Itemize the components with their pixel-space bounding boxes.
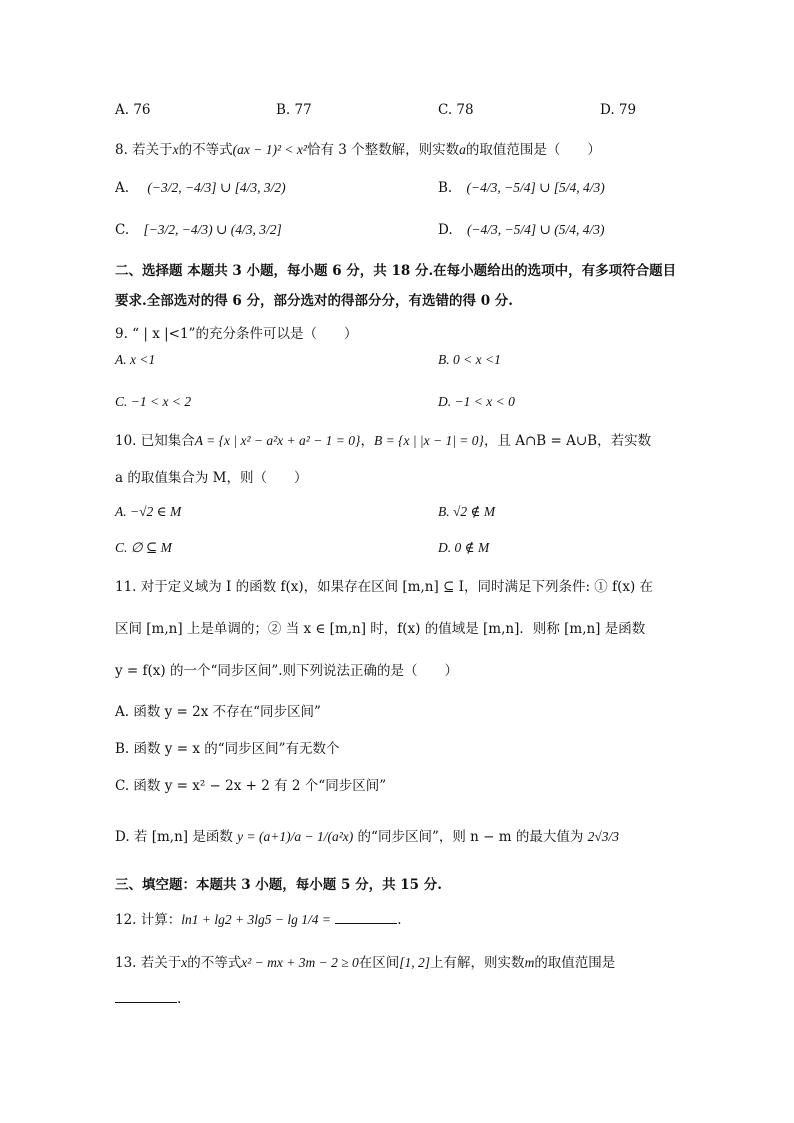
q9-option-b: B. 0 < x <1 [438, 352, 501, 367]
q13-interval: [1, 2] [399, 955, 431, 970]
q8-option-a-expr: (−3/2, −4/3] ∪ [4/3, 3/2) [147, 180, 286, 195]
q11-option-d-pre: D. 若 [m,n] 是函数 [115, 829, 233, 845]
q8-stem-post: 的取值范围是（ ） [465, 142, 601, 158]
q12-expr: ln1 + lg2 + 3lg5 − lg 1/4 = [181, 912, 331, 927]
q9-stem: 9. “ | x |<1”的充分条件可以是（ ） [115, 326, 358, 342]
q11-option-d [115, 825, 619, 845]
q13-line1 [115, 951, 615, 971]
q8-option-d-label: D. [438, 222, 453, 238]
q8-stem-pre: 8. 若关于 [115, 142, 173, 158]
q10-option-c: C. ∅ ⊆ M [115, 540, 172, 555]
q13-end: . [177, 991, 182, 1007]
q10-sep: ， [360, 433, 374, 449]
q7-option-c: C. 78 [438, 102, 474, 118]
q7-option-a: A. 76 [115, 102, 151, 118]
q13-inequality: x² − mx + 3m − 2 ≥ 0 [241, 955, 359, 970]
q13-answer-blank[interactable] [115, 988, 177, 1003]
q13-mid3: 上有解，则实数 [430, 955, 525, 971]
q9-option-c: C. −1 < x < 2 [115, 394, 192, 409]
q7-option-b: B. 77 [276, 102, 312, 118]
q10-line2: a 的取值集合为 M，则（ ） [115, 470, 308, 486]
q8-option-c-label: C. [115, 222, 130, 238]
q11-option-d-func: y = (a+1)/a − 1/(a²x) [237, 829, 354, 844]
q8-var-a: a [459, 142, 466, 157]
q10-option-b: B. √2 ∉ M [438, 504, 496, 519]
q13-post: 的取值范围是 [534, 955, 616, 971]
q8-var-x: x [172, 142, 179, 157]
q13-pre: 13. 若关于 [115, 955, 182, 971]
section2-line2: 要求.全部选对的得 6 分，部分选对的得部分分，有选错的得 0 分. [115, 293, 513, 309]
q11-line1: 11. 对于定义域为 I 的函数 f(x)，如果存在区间 [m,n] ⊆ I，同时满足下列条件: ① f(x) 在 [115, 579, 654, 595]
q8-option-a-label: A. [115, 180, 130, 196]
q8-option-b-expr: (−4/3, −5/4] ∪ [5/4, 4/3) [466, 180, 605, 195]
q7-option-d: D. 79 [600, 102, 637, 118]
q8-option-d [438, 222, 604, 238]
q8-option-a [115, 180, 286, 196]
q13-var-m: m [524, 955, 535, 970]
q8-option-c [115, 222, 282, 238]
q13-mid: 的不等式 [187, 955, 242, 971]
q11-option-d-val: 2√3/3 [587, 829, 620, 844]
q9-option-a: A. x <1 [115, 352, 156, 367]
q8-stem-mid: 的不等式 [178, 142, 233, 158]
q12-line [115, 908, 402, 928]
q9-option-d: D. −1 < x < 0 [438, 394, 515, 409]
section3-heading: 三、填空题：本题共 3 小题，每小题 5 分，共 15 分. [115, 877, 442, 893]
q13-var-x: x [181, 955, 188, 970]
q12-answer-blank[interactable] [335, 911, 397, 924]
q8-stem [115, 138, 601, 158]
q12-pre: 12. 计算： [115, 912, 182, 928]
q10-line1-pre: 10. 已知集合 [115, 433, 195, 449]
q8-option-c-expr: [−3/2, −4/3) ∪ (4/3, 3/2] [143, 222, 282, 237]
q10-option-a: A. −√2 ∈ M [115, 504, 182, 519]
q10-line1 [115, 429, 651, 449]
q11-option-c: C. 函数 y = x² − 2x + 2 有 2 个“同步区间” [115, 778, 387, 794]
q12-post: . [397, 912, 402, 928]
q11-option-b: B. 函数 y = x 的“同步区间”有无数个 [115, 741, 340, 757]
q8-stem-mid2: 恰有 3 个整数解，则实数 [306, 142, 460, 158]
q8-inequality: (ax − 1)² < x² [232, 142, 307, 157]
q13-mid2: 在区间 [358, 955, 400, 971]
q8-option-b-label: B. [438, 180, 453, 196]
q10-option-d: D. 0 ∉ M [438, 540, 490, 555]
q11-line3: y = f(x) 的一个“同步区间”.则下列说法正确的是（ ） [115, 663, 459, 679]
q11-option-d-mid: 的“同步区间”，则 n − m 的最大值为 [357, 829, 584, 845]
q10-set-b: B = {x | |x − 1| = 0} [373, 433, 484, 448]
q10-line1-post: ，且 A∩B = A∪B，若实数 [483, 433, 652, 449]
q11-line2: 区间 [m,n] 上是单调的；② 当 x ∈ [m,n] 时，f(x) 的值域是 [m,n]．则称 [m,n] 是函数 [115, 621, 646, 637]
q8-option-b [438, 180, 605, 196]
q13-line2 [115, 988, 181, 1007]
section2-line1: 二、选择题 本题共 3 小题，每小题 6 分，共 18 分.在每小题给出的选项中，有多项符合题目 [115, 263, 677, 279]
q8-option-d-expr: (−4/3, −5/4] ∪ (5/4, 4/3) [466, 222, 605, 237]
q10-set-a: A = {x | x² − a²x + a² − 1 = 0} [194, 433, 361, 448]
q11-option-a: A. 函数 y = 2x 不存在“同步区间” [115, 704, 321, 720]
